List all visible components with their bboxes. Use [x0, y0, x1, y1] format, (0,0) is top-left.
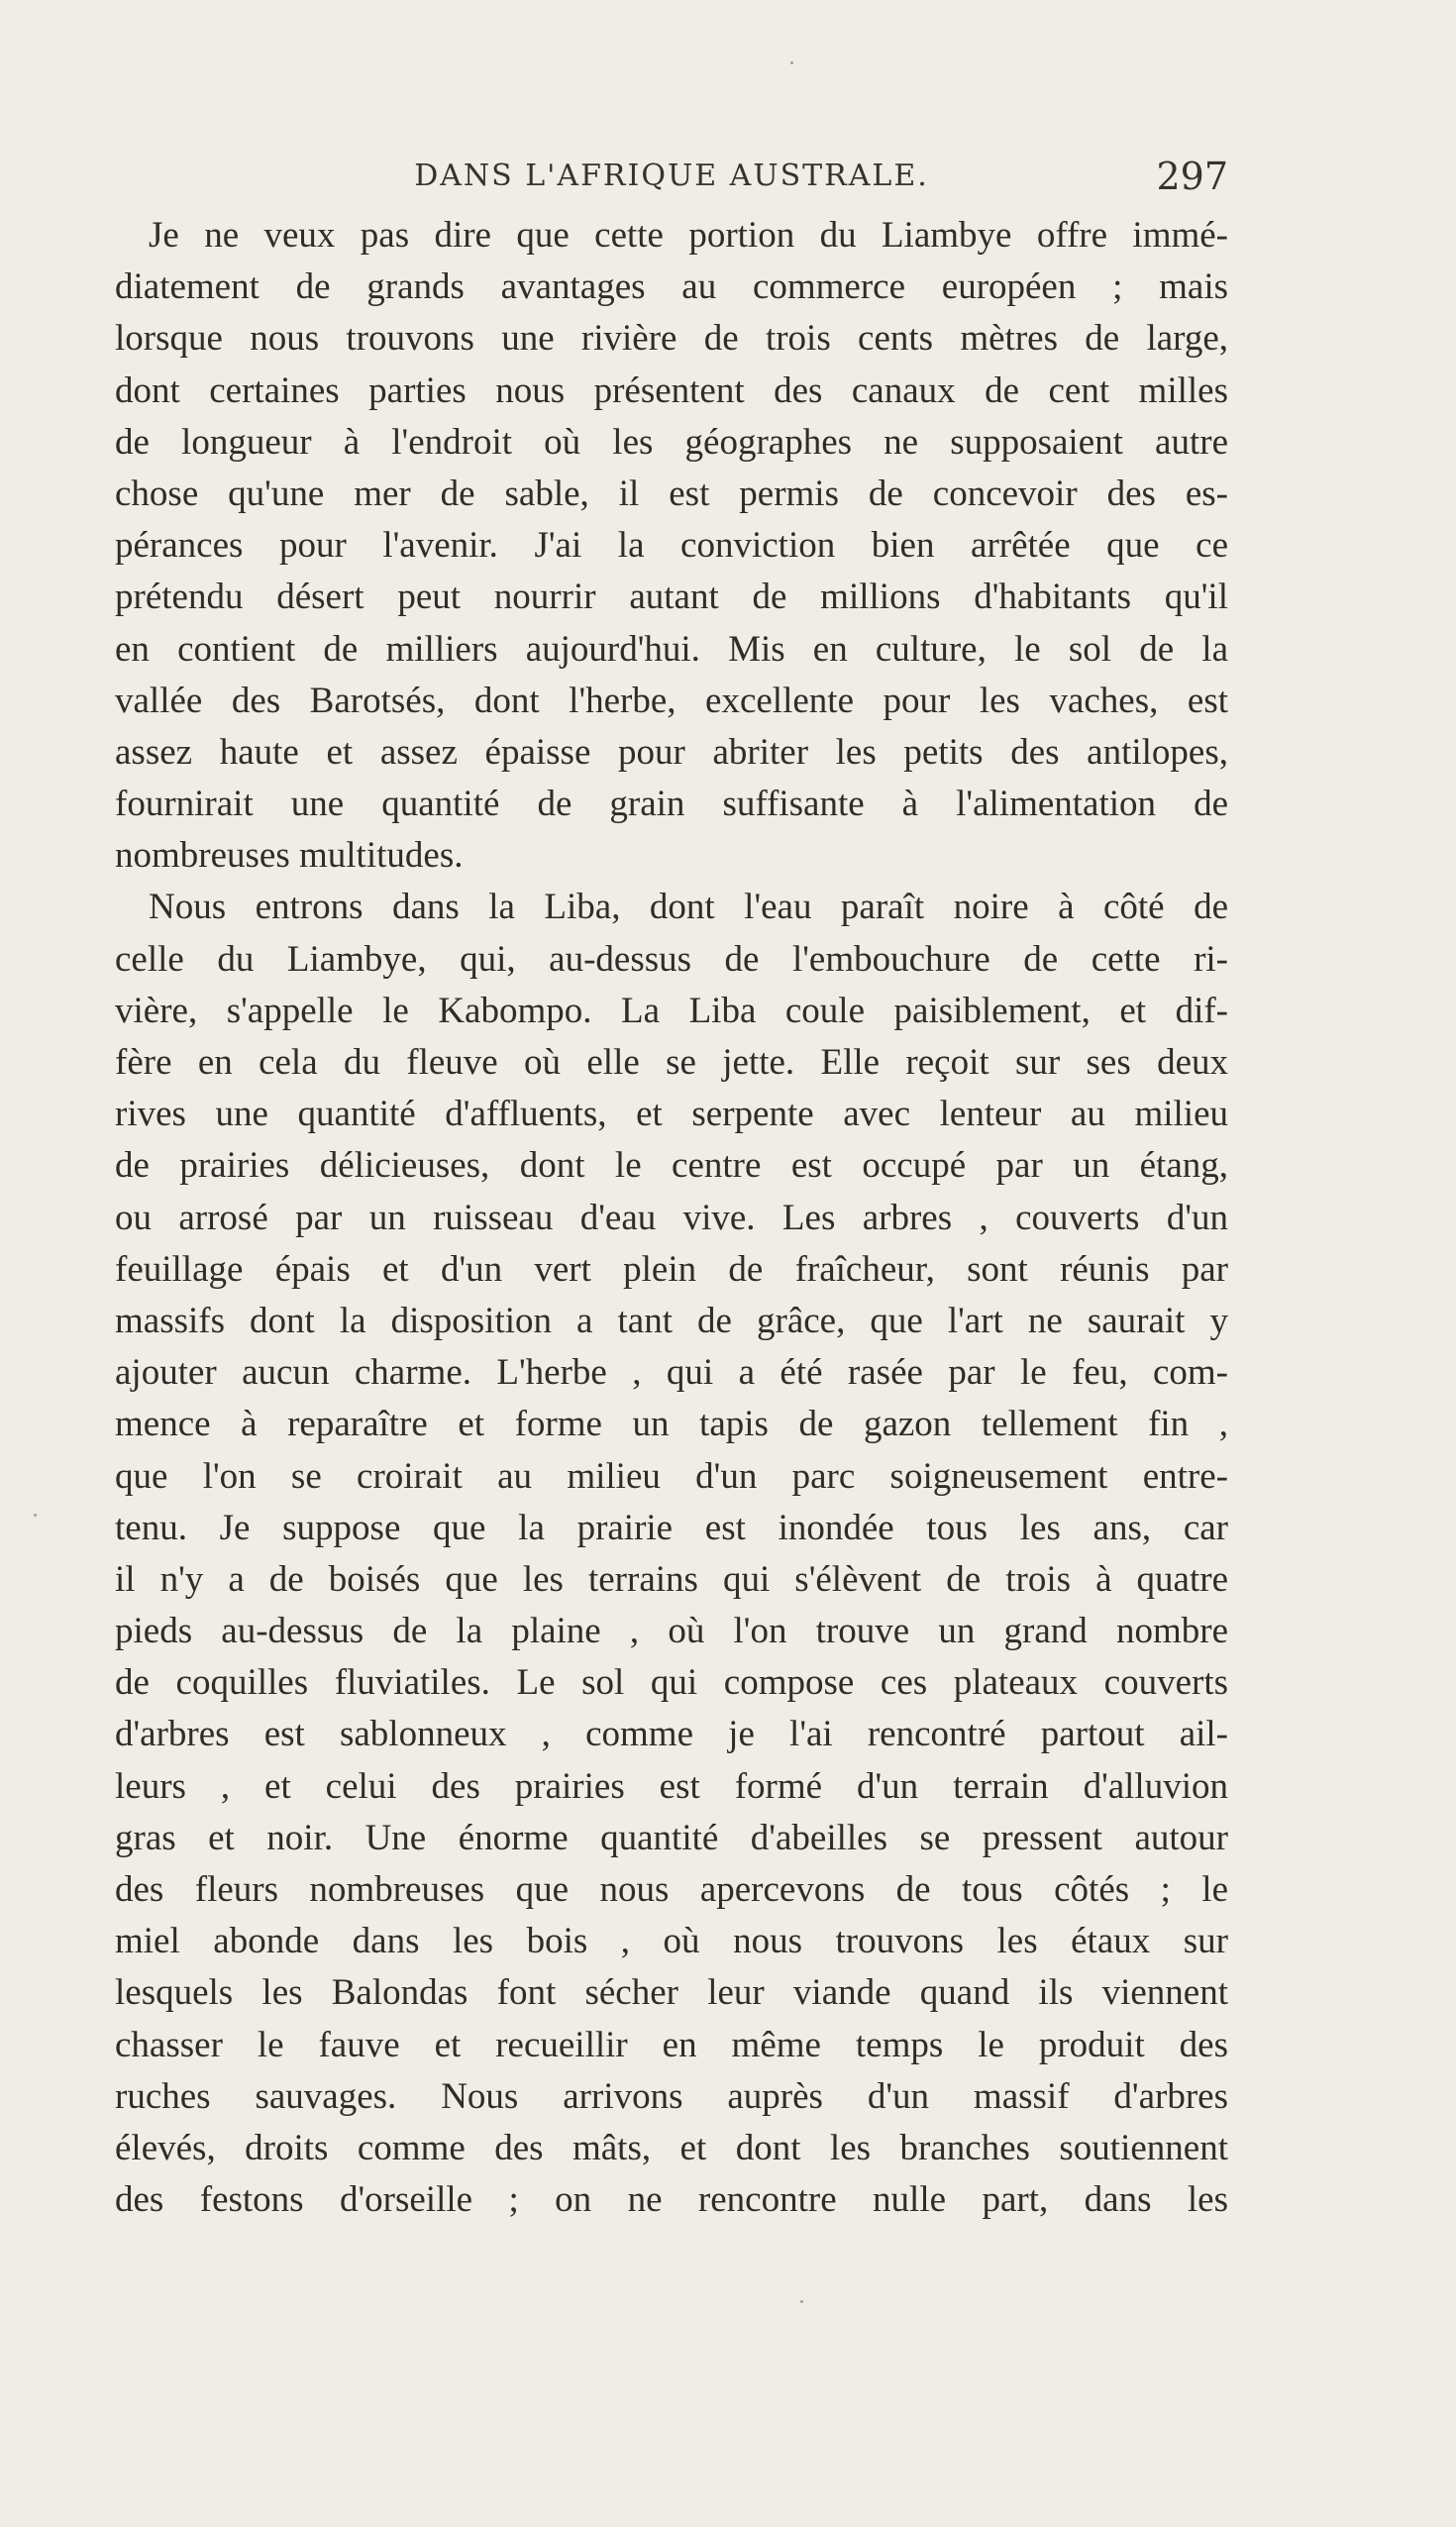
text-line: mence à reparaître et forme un tapis de gazon tellement fin ,	[115, 1404, 1228, 1445]
text-line: nombreuses multitudes.	[115, 835, 464, 877]
text-line: de prairies délicieuses, dont le centre est occupé par un étang,	[115, 1145, 1228, 1187]
text-line: chose qu'une mer de sable, il est permis de concevoir des es-	[115, 473, 1228, 514]
text-line: en contient de milliers aujourd'hui. Mis en culture, le sol de la	[115, 628, 1228, 670]
text-line: fère en cela du fleuve où elle se jette. Elle reçoit sur ses deux	[115, 1042, 1228, 1083]
text-line: ruches sauvages. Nous arrivons auprès d'un massif d'arbres	[115, 2075, 1228, 2117]
text-line: chasser le fauve et recueillir en même temps le produit des	[115, 2024, 1228, 2065]
paper-speck	[34, 1514, 37, 1517]
text-line: que l'on se croirait au milieu d'un parc soigneusement entre-	[115, 1455, 1228, 1497]
paragraph-1	[115, 210, 1228, 882]
text-line: des festons d'orseille ; on ne rencontre nulle part, dans les	[115, 2179, 1228, 2221]
text-line: celle du Liambye, qui, au-dessus de l'embouchure de cette ri-	[115, 938, 1228, 980]
text-line: assez haute et assez épaisse pour abriter les petits des antilopes,	[115, 731, 1228, 773]
body-text	[115, 210, 1228, 2226]
text-line: Nous entrons dans la Liba, dont l'eau paraît noire à côté de	[149, 887, 1228, 928]
text-line: de coquilles fluviatiles. Le sol qui compose ces plateaux couverts	[115, 1662, 1228, 1704]
text-line: pérances pour l'avenir. J'ai la conviction bien arrêtée que ce	[115, 525, 1228, 567]
text-line: miel abonde dans les bois , où nous trouvons les étaux sur	[115, 1921, 1228, 1962]
text-line: pieds au-dessus de la plaine , où l'on trouve un grand nombre	[115, 1611, 1228, 1652]
text-line: de longueur à l'endroit où les géographes ne supposaient autre	[115, 421, 1228, 463]
text-line: ou arrosé par un ruisseau d'eau vive. Les arbres , couverts d'un	[115, 1197, 1228, 1238]
text-line: d'arbres est sablonneux , comme je l'ai rencontré partout ail-	[115, 1714, 1228, 1755]
text-line: élevés, droits comme des mâts, et dont les branches soutiennent	[115, 2127, 1228, 2168]
text-line: vière, s'appelle le Kabompo. La Liba coule paisiblement, et dif-	[115, 990, 1228, 1031]
text-line: lesquels les Balondas font sécher leur viande quand ils viennent	[115, 1972, 1228, 2014]
text-line: prétendu désert peut nourrir autant de millions d'habitants qu'il	[115, 577, 1228, 618]
text-line: diatement de grands avantages au commerce européen ; mais	[115, 266, 1228, 308]
text-line: leurs , et celui des prairies est formé d'un terrain d'alluvion	[115, 1765, 1228, 1807]
text-line: lorsque nous trouvons une rivière de trois cents mètres de large,	[115, 318, 1228, 360]
paper-speck	[800, 2300, 803, 2303]
text-line: vallée des Barotsés, dont l'herbe, excellente pour les vaches, est	[115, 680, 1228, 721]
text-line: il n'y a de boisés que les terrains qui s'élèvent de trois à quatre	[115, 1558, 1228, 1600]
text-line: gras et noir. Une énorme quantité d'abeilles se pressent autour	[115, 1817, 1228, 1858]
text-line: rives une quantité d'affluents, et serpente avec lenteur au milieu	[115, 1094, 1228, 1135]
page-number: 297	[1156, 155, 1228, 198]
paper-speck	[790, 61, 793, 64]
page-header	[115, 149, 1228, 198]
paragraph-2	[115, 882, 1228, 2226]
text-line: fournirait une quantité de grain suffisante à l'alimentation de	[115, 784, 1228, 825]
text-line: des fleurs nombreuses que nous apercevons de tous côtés ; le	[115, 1869, 1228, 1910]
text-line: Je ne veux pas dire que cette portion du Liambye offre immé-	[149, 215, 1228, 256]
text-line: tenu. Je suppose que la prairie est inondée tous les ans, car	[115, 1507, 1228, 1548]
text-line: ajouter aucun charme. L'herbe , qui a été rasée par le feu, com-	[115, 1352, 1228, 1394]
text-line: dont certaines parties nous présentent des canaux de cent milles	[115, 369, 1228, 411]
running-head: DANS L'AFRIQUE AUSTRALE.	[414, 158, 929, 193]
text-line: massifs dont la disposition a tant de grâce, que l'art ne saurait y	[115, 1300, 1228, 1341]
text-line: feuillage épais et d'un vert plein de fraîcheur, sont réunis par	[115, 1248, 1228, 1290]
